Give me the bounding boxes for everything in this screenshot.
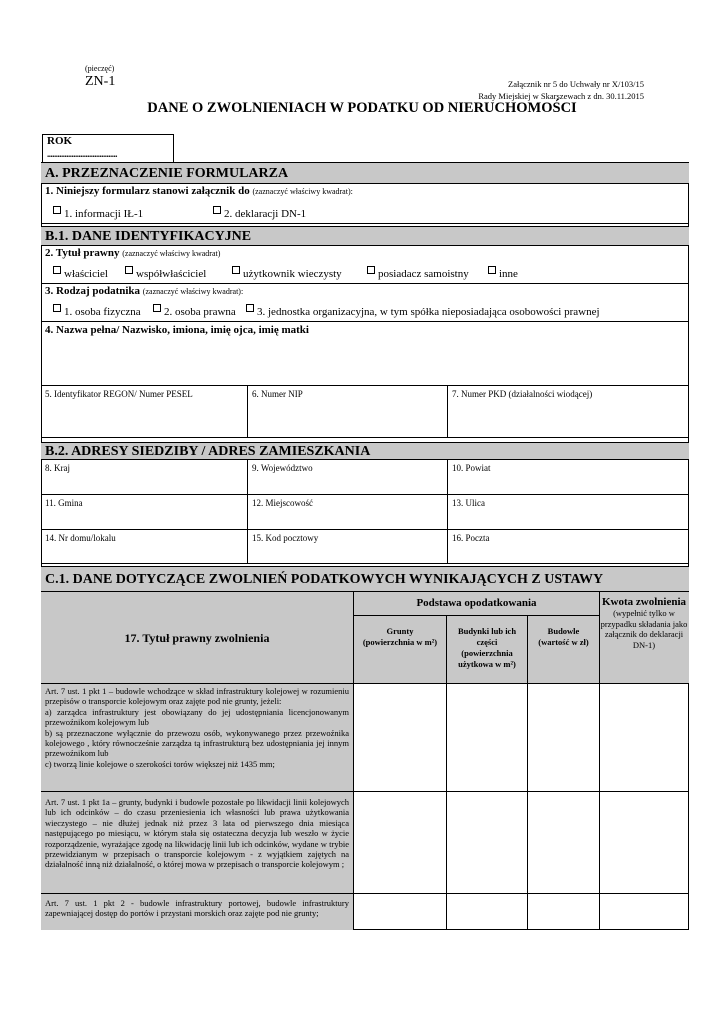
commune-label: 11. Gmina xyxy=(45,498,83,508)
table-row xyxy=(41,684,689,792)
q3-row xyxy=(41,284,689,322)
q2-label xyxy=(41,246,689,260)
year-box[interactable] xyxy=(42,134,174,162)
land-input[interactable] xyxy=(354,684,447,791)
q2-option-label: użytkownik wieczysty xyxy=(243,268,342,280)
pkd-label: 7. Numer PKD (działalności wiodącej) xyxy=(452,389,593,399)
regon-pesel-label: 5. Identyfikator REGON/ Numer PESEL xyxy=(45,389,193,399)
country-label: 8. Kraj xyxy=(45,463,70,473)
year-label: ROK xyxy=(47,135,73,147)
q2-option-1[interactable] xyxy=(125,266,206,280)
q2-option-label: właściciel xyxy=(64,268,108,280)
attachment-line-1: Załącznik nr 5 do Uchwały nr X/103/15 xyxy=(508,79,644,89)
q3-option-2[interactable] xyxy=(246,304,600,318)
q1-hint: (zaznaczyć właściwy kwadrat): xyxy=(252,187,353,196)
q3-hint: (zaznaczyć właściwy kwadrat): xyxy=(142,287,244,296)
q2-text: 2. Tytuł prawny xyxy=(45,247,120,259)
attachment-note xyxy=(478,78,644,102)
q2-option-4[interactable] xyxy=(488,266,518,280)
form-code: ZN-1 xyxy=(85,74,116,89)
post-office-label: 16. Poczta xyxy=(452,533,490,543)
country-field[interactable] xyxy=(41,460,248,494)
post-office-field[interactable] xyxy=(448,530,688,563)
q2-option-label: posiadacz samoistny xyxy=(378,268,469,280)
q1-text: 1. Niniejszy formularz stanowi załącznik do xyxy=(45,185,250,197)
amount-input[interactable] xyxy=(600,684,688,791)
year-dots: ........................................ xyxy=(47,149,117,159)
col-exemption-sub: (wypełnić tylko w przypadku składania jako załącznik do deklaracji DN-1) xyxy=(600,608,688,650)
q3-option-label: 2. osoba prawna xyxy=(164,306,236,318)
address-row-3 xyxy=(41,530,689,564)
col-tax-base: Podstawa opodatkowania xyxy=(354,592,600,616)
street-field[interactable] xyxy=(448,495,688,529)
structures-input[interactable] xyxy=(528,894,600,930)
q2-option-2[interactable] xyxy=(232,266,342,280)
checkbox-icon[interactable] xyxy=(153,304,161,312)
option-dn1[interactable] xyxy=(213,206,306,220)
address-row-2 xyxy=(41,495,689,530)
land-input[interactable] xyxy=(354,792,447,893)
col-exemption-title: Kwota zwolnienia xyxy=(601,596,687,608)
land-input[interactable] xyxy=(354,894,447,930)
county-field[interactable] xyxy=(448,460,688,494)
option-dn1-label: 2. deklaracji DN-1 xyxy=(224,208,307,220)
pkd-field[interactable] xyxy=(448,386,688,437)
street-label: 13. Ulica xyxy=(452,498,485,508)
option-il1[interactable] xyxy=(53,206,143,220)
checkbox-icon[interactable] xyxy=(125,266,133,274)
checkbox-icon[interactable] xyxy=(232,266,240,274)
section-a-row xyxy=(41,184,689,224)
col-legal-title: 17. Tytuł prawny zwolnienia xyxy=(41,592,354,684)
structures-input[interactable] xyxy=(528,792,600,893)
county-label: 10. Powiat xyxy=(452,463,491,473)
q2-option-label: współwłaściciel xyxy=(136,268,207,280)
name-field[interactable] xyxy=(41,322,689,386)
amount-input[interactable] xyxy=(600,792,688,893)
table-row xyxy=(41,894,689,930)
col-buildings xyxy=(447,616,528,684)
section-a-header: A. PRZEZNACZENIE FORMULARZA xyxy=(41,162,689,184)
checkbox-icon[interactable] xyxy=(488,266,496,274)
id-row xyxy=(41,386,689,438)
col-buildings-title: Budynki lub ich części xyxy=(457,626,517,647)
q3-label xyxy=(41,284,689,298)
table-row xyxy=(41,792,689,894)
commune-field[interactable] xyxy=(41,495,248,529)
structures-input[interactable] xyxy=(528,684,600,791)
checkbox-icon[interactable] xyxy=(53,206,61,214)
col-land xyxy=(354,616,447,684)
attachment-line-2: Rady Miejskiej w Skarszewach z dn. 30.11.2015 xyxy=(478,91,644,101)
town-label: 12. Miejscowość xyxy=(252,498,313,508)
q2-option-label: inne xyxy=(499,268,518,280)
house-number-field[interactable] xyxy=(41,530,248,563)
checkbox-icon[interactable] xyxy=(213,206,221,214)
checkbox-icon[interactable] xyxy=(367,266,375,274)
town-field[interactable] xyxy=(248,495,448,529)
q2-option-0[interactable] xyxy=(53,266,108,280)
q2-row xyxy=(41,246,689,284)
stamp-label: (pieczęć) xyxy=(85,64,115,73)
legal-basis-text: Art. 7 ust. 1 pkt 1 – budowle wchodzące w skład infrastruktury kolejowej w rozumieniu przepisów o transporcie kolejowym oraz zajęte pod nie grunty, jeżeli: a) zarządca infrastruktury jest obowiązany do jej udostępniania licencjonowanym przewoźnikom kolejowym lub b) są przeznaczone wyłącznie do przewozu osób, wykonywanego przez przewoźnika kolejowego , który równocześnie zarządza tą infrastrukturą bez udostępniania jej innym przewoźnikom lub c) tworzą linie kolejowe o szerokości torów większej niż 1435 mm; xyxy=(41,684,354,791)
postal-code-field[interactable] xyxy=(248,530,448,563)
voivodeship-label: 9. Województwo xyxy=(252,463,313,473)
q3-text: 3. Rodzaj podatnika xyxy=(45,285,141,297)
q1-label xyxy=(41,184,689,198)
q3-option-label: 1. osoba fizyczna xyxy=(64,306,141,318)
buildings-input[interactable] xyxy=(447,894,528,930)
buildings-input[interactable] xyxy=(447,792,528,893)
section-b2-header: B.2. ADRESY SIEDZIBY / ADRES ZAMIESZKANIA xyxy=(41,442,689,460)
col-land-sub: (powierzchnia w m²) xyxy=(362,637,438,647)
q2-option-3[interactable] xyxy=(367,266,469,280)
col-structures-sub: (wartość w zł) xyxy=(538,637,589,647)
regon-pesel-field[interactable] xyxy=(41,386,248,437)
option-il1-label: 1. informacji IŁ-1 xyxy=(64,208,144,220)
buildings-input[interactable] xyxy=(447,684,528,791)
amount-input[interactable] xyxy=(600,894,688,930)
voivodeship-field[interactable] xyxy=(248,460,448,494)
checkbox-icon[interactable] xyxy=(246,304,254,312)
legal-basis-text: Art. 7 ust. 1 pkt 2 - budowle infrastruktury portowej, budowle infrastruktury zapewniającej dostęp do portów i przystani morskich oraz zajęte pod nie grunty; xyxy=(41,894,354,930)
q3-option-label: 3. jednostka organizacyjna, w tym spółka nieposiadająca osobowości prawnej xyxy=(257,306,600,318)
section-b1-header: B.1. DANE IDENTYFIKACYJNE xyxy=(41,226,689,246)
q3-option-1[interactable] xyxy=(153,304,236,318)
legal-basis-text: Art. 7 ust. 1 pkt 1a – grunty, budynki i budowle pozostałe po likwidacji linii kolejowych lub ich odcinków – do czasu przeniesienia ich własności lub prawa użytkowania wieczystego – nie dłużej jednak niż przez 3 lata od pierwszego dnia miesiąca następującego po miesiącu, w którym stała się ostateczna decyzja lub weszło w życie rozporządzenie, wyrażające zgodę na likwidację linii lub ich odcinków, wydane w trybie przewidzianym w przepisach o transporcie kolejowym - z wyjątkiem zajętych na działalność inną niż działalność, o której mowa w przepisach o transporcie kolejowym ; xyxy=(41,792,354,893)
section-c1-header: C.1. DANE DOTYCZĄCE ZWOLNIEŃ PODATKOWYCH WYNIKAJĄCYCH Z USTAWY xyxy=(41,566,689,592)
col-exemption-amount xyxy=(600,592,688,684)
postal-code-label: 15. Kod pocztowy xyxy=(252,533,319,543)
house-number-label: 14. Nr domu/lokalu xyxy=(45,533,116,543)
q2-hint: (zaznaczyć właściwy kwadrat) xyxy=(122,249,221,258)
address-row-1 xyxy=(41,460,689,495)
col-structures xyxy=(528,616,600,684)
q3-option-0[interactable] xyxy=(53,304,141,318)
col-buildings-sub: (powierzchnia użytkowa w m²) xyxy=(458,648,516,669)
checkbox-icon[interactable] xyxy=(53,304,61,312)
name-field-label: 4. Nazwa pełna/ Nazwisko, imiona, imię ojca, imię matki xyxy=(45,324,309,336)
checkbox-icon[interactable] xyxy=(53,266,61,274)
nip-label: 6. Numer NIP xyxy=(252,389,303,399)
col-structures-title: Budowle xyxy=(547,626,580,636)
nip-field[interactable] xyxy=(248,386,448,437)
page-title: DANE O ZWOLNIENIACH W PODATKU OD NIERUCHOMOŚCI xyxy=(147,100,577,116)
col-land-title: Grunty xyxy=(386,626,414,636)
